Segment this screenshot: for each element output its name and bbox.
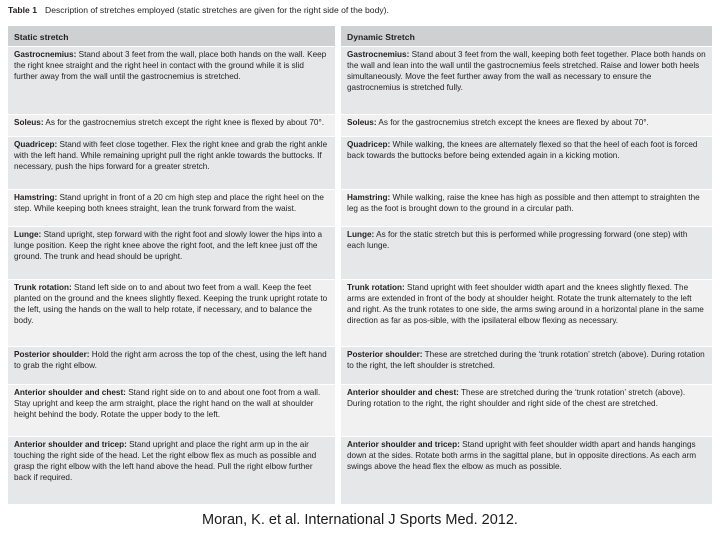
static-cell: [8, 47, 338, 115]
stretch-description: Stand upright in front of a 20 cm high step and place the right heel on the step. While keeping both knees straight, lean the trunk forward from the waist.: [14, 192, 324, 213]
stretch-term: Trunk rotation:: [14, 282, 72, 292]
stretch-term: Gastrocnemius:: [14, 50, 77, 59]
dynamic-cell: [338, 189, 712, 226]
stretch-description: These are stretched during the ‘trunk rotation’ stretch (above). During rotation to the right, the left shoulder is stretched.: [347, 350, 705, 371]
stretch-description: Stand upright, step forward with the right foot and slowly lower the hips into a lunge position. Keep the right knee above the right foot, and the left knee just off the ground. The trunk and head should be upright.: [14, 229, 323, 261]
stretch-description: While walking, raise the knee has high as possible and then attempt to straighten the leg as the foot is brought down to the ground in a circular path.: [347, 192, 700, 213]
table-row: [8, 189, 712, 226]
dynamic-cell: [338, 384, 712, 437]
stretch-term: Lunge:: [347, 229, 375, 239]
stretch-description: These are stretched during the ‘trunk rotation’ stretch (above). During rotation to the right, the right shoulder and right side of the chest are stretched.: [347, 387, 686, 408]
stretch-term: Soleus:: [14, 117, 44, 127]
stretch-description: Stand about 3 feet from the wall, keeping both feet together. Place both hands on the wall and lean into the wall until the gastrocnemius feels stretched. Raise and lower both heels simultaneously. Move the feet further away from the wall as necessary to ensure the gastrocnemius is stretched fully.: [347, 50, 706, 92]
stretch-term: Lunge:: [14, 229, 42, 239]
stretch-description: As for the gastrocnemius stretch except the right knee is flexed by about 70°.: [43, 117, 325, 127]
source-citation: Moran, K. et al. International J Sports Med. 2012.: [202, 512, 518, 528]
table-row: [8, 136, 712, 189]
static-cell: [8, 136, 338, 189]
stretch-term: Posterior shoulder:: [347, 350, 423, 360]
table-row: [8, 279, 712, 347]
stretch-description: Hold the right arm across the top of the chest, using the left hand to grab the right elbow.: [14, 350, 327, 371]
stretch-term: Hamstring:: [14, 192, 58, 202]
stretch-term: Trunk rotation:: [347, 282, 405, 292]
stretch-description: Stand upright and place the right arm up in the air touching the right side of the head. Let the right elbow flex as much as possible and grasp the right elbow with the left hand above the head. Pull the right elbow further back if required.: [14, 440, 317, 483]
table-caption: [8, 5, 712, 16]
stretch-description: As for the gastrocnemius stretch except the knees are flexed by about 70°.: [376, 117, 649, 127]
dynamic-cell: [338, 279, 712, 347]
column-header-dynamic: Dynamic Stretch: [338, 26, 712, 47]
table-label: Table 1: [8, 5, 37, 15]
stretch-description: Stand upright with feet shoulder width apart and hands hangings down at the sides. Rotate both arms in the sagittal plane, but in opposite directions. As each arm swings above the head flex the elbow as much as possible.: [347, 440, 697, 472]
dynamic-cell: [338, 347, 712, 384]
stretch-description: Stand about 3 feet from the wall, place both hands on the wall. Keep the right knee straight and the right heel in contact with the ground while it is slid further away from the wall until the gastrocnemius is stretched.: [14, 50, 327, 81]
column-header-static: Static stretch: [8, 26, 338, 47]
table-row: [8, 384, 712, 437]
stretch-term: Anterior shoulder and chest:: [14, 387, 126, 397]
static-cell: [8, 114, 338, 136]
dynamic-cell: [338, 47, 712, 115]
table-row: [8, 114, 712, 136]
table-row: [8, 437, 712, 504]
stretch-term: Anterior shoulder and tricep:: [14, 440, 127, 450]
static-cell: [8, 437, 338, 504]
stretch-term: Posterior shoulder:: [14, 350, 90, 360]
static-cell: [8, 226, 338, 279]
stretch-term: Anterior shoulder and tricep:: [347, 440, 460, 450]
stretch-term: Quadricep:: [347, 139, 391, 149]
stretch-term: Anterior shoulder and chest:: [347, 387, 459, 397]
stretch-description: Stand left side on to and about two feet from a wall. Keep the feet planted on the ground and the knees slightly flexed. Keeping the trunk upright rotate to the left, using the hands on the wall to help rotate, if necessary, and to balance the body.: [14, 282, 328, 325]
stretch-description: Stand with feet close together. Flex the right knee and grab the right ankle with the left hand. While remaining upright pull the right ankle towards the buttocks. If necessary, push the hips forward for a greater stretch.: [14, 139, 328, 171]
static-cell: [8, 347, 338, 384]
stretches-table: [8, 26, 712, 504]
dynamic-cell: [338, 136, 712, 189]
table-caption-text: Description of stretches employed (static stretches are given for the right side of the body).: [44, 5, 389, 15]
stretch-description: Stand right side on to and about one foot from a wall. Stay upright and keep the arm straight, place the right hand on the wall at shoulder height behind the body. Rotate the upper body to the left.: [14, 387, 321, 419]
table-row: [8, 226, 712, 279]
table-header-row: [8, 26, 712, 47]
stretch-term: Hamstring:: [347, 192, 391, 202]
dynamic-cell: [338, 226, 712, 279]
stretch-description: While walking, the knees are alternately flexed so that the heel of each foot is forced back towards the buttocks before being extended again in a kicking motion.: [347, 139, 698, 160]
static-cell: [8, 384, 338, 437]
stretch-term: Quadricep:: [14, 139, 58, 149]
stretch-description: As for the static stretch but this is performed while progressing forward (one step) with each lunge.: [347, 229, 688, 250]
dynamic-cell: [338, 437, 712, 504]
table-row: [8, 347, 712, 384]
stretch-term: Gastrocnemius:: [347, 50, 410, 59]
stretch-description: Stand upright with feet shoulder width apart and the knees slightly flexed. The arms are extended in front of the body at shoulder height. Rotate the trunk alternately to the left and right. As the trunk rotates to one side, the arms swing around in a horizontal plane in the same direction as far as pos-sible, with the ipsilateral elbow flexing as necessary.: [347, 282, 704, 325]
static-cell: [8, 189, 338, 226]
dynamic-cell: [338, 114, 712, 136]
static-cell: [8, 279, 338, 347]
stretch-term: Soleus:: [347, 117, 377, 127]
table-row: [8, 47, 712, 115]
